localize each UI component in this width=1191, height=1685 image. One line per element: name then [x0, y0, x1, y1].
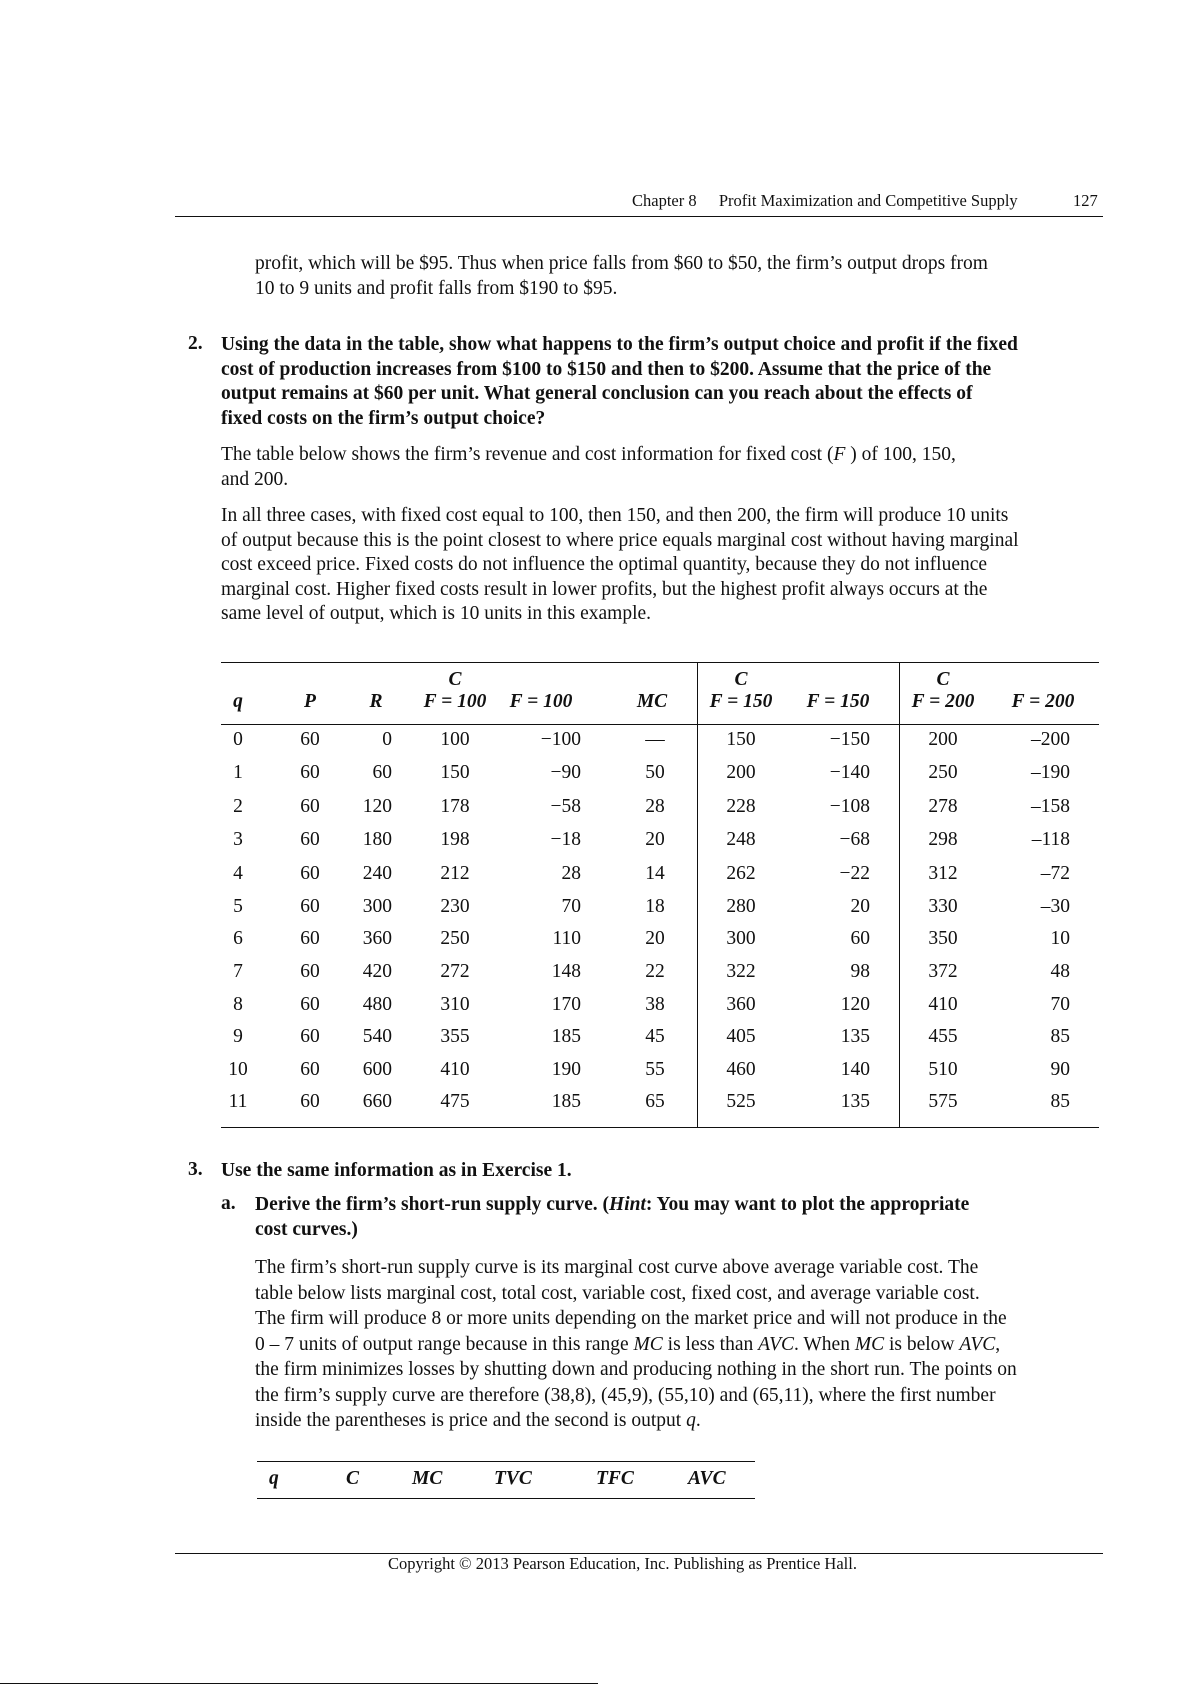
table1-cell: 575 [928, 1091, 958, 1112]
table1-cell: 60 [300, 762, 320, 783]
table2-header-rule [257, 1498, 755, 1499]
table1-cell: 60 [300, 896, 320, 917]
table1-cell: 120 [362, 796, 392, 817]
answer-line: marginal cost. Higher fixed costs result in lower profits, but the highest profit always occurs at the [221, 578, 988, 600]
answer-line [221, 443, 1121, 468]
table1-cell: 460 [726, 1059, 756, 1080]
table1-cell: 1 [233, 762, 243, 783]
table1-cell: 55 [645, 1059, 665, 1080]
table1-cell: 60 [300, 1059, 320, 1080]
variable-avc: AVC [758, 1333, 794, 1355]
table1-header-cell: P [304, 691, 316, 712]
table2-header-tvc: TVC [494, 1468, 532, 1489]
table1-cell: 410 [928, 994, 958, 1015]
answer-line: the firm’s supply curve are therefore (38,8), (45,9), (55,10) and (65,11), where the first number [255, 1384, 996, 1406]
table1-cell: 60 [300, 1026, 320, 1047]
table1-cell: –190 [1031, 762, 1070, 783]
running-header [632, 191, 1018, 211]
table1-cell: –158 [1031, 796, 1070, 817]
chapter-title: Profit Maximization and Competitive Supply [718, 191, 1018, 210]
table1-cell: 9 [233, 1026, 243, 1047]
table1-cell: 278 [928, 796, 958, 817]
table1-cell: −18 [550, 829, 581, 850]
page-edge-line [0, 1683, 598, 1684]
text-run: : You may want to plot the appropriate [645, 1194, 970, 1215]
table1-cell: 600 [362, 1059, 392, 1080]
answer-line: table below lists marginal cost, total cost, variable cost, fixed cost, and average variable cost. [255, 1282, 980, 1304]
answer-line [255, 1408, 1135, 1434]
question-line: Using the data in the table, show what happens to the firm’s output choice and profit if the fixed [221, 334, 1018, 355]
table1-cell: 48 [1050, 961, 1070, 982]
table1-cell: 90 [1050, 1059, 1070, 1080]
table1-cell: 330 [928, 896, 958, 917]
answer-line: and 200. [221, 468, 289, 490]
question-3-text: Use the same information as in Exercise 1. [221, 1160, 572, 1181]
page-number: 127 [1073, 191, 1098, 210]
table1-cell: 60 [300, 729, 320, 750]
table1-cell: 70 [1050, 994, 1070, 1015]
table1-cell: −22 [839, 863, 870, 884]
table1-cell: 10 [1050, 928, 1070, 949]
table1-cell: 312 [928, 863, 958, 884]
table2-header-q: q [269, 1468, 279, 1489]
table1-cell: 405 [726, 1026, 756, 1047]
answer-2-intro [221, 443, 1121, 492]
question-line: fixed costs on the firm’s output choice? [221, 407, 546, 429]
table1-cell: 60 [850, 928, 870, 949]
table1-cell: 60 [300, 1091, 320, 1112]
table1-header-cell: F = 200 [1011, 691, 1075, 712]
table1-cell: 262 [726, 863, 756, 884]
table1-cell: 185 [551, 1091, 581, 1112]
text-run: is less than [662, 1333, 759, 1355]
table1-cell: 5 [233, 896, 243, 917]
table1-cell: 100 [440, 729, 470, 750]
table1-cell: 38 [645, 994, 665, 1015]
table1-cell: 540 [362, 1026, 392, 1047]
table1-cell: 14 [645, 863, 665, 884]
table1-cell: 198 [440, 829, 470, 850]
table1-cell: 70 [561, 896, 581, 917]
answer-line [255, 1332, 1135, 1358]
text-run: The table below shows the firm’s revenue and cost information for fixed cost ( [221, 444, 834, 465]
table1-header-cell: F = 150 [709, 691, 773, 712]
table1-cell: 65 [645, 1091, 665, 1112]
table1-cell: −108 [829, 796, 870, 817]
table1-header-cell: q [233, 691, 243, 712]
text-run: . [695, 1410, 701, 1431]
text-run: inside the parentheses is price and the second is output [255, 1410, 687, 1431]
table1-header-cell: F = 200 [911, 691, 975, 712]
question-line: output remains at $60 per unit. What general conclusion can you reach about the effects of [221, 383, 973, 404]
table1-cell: 322 [726, 961, 756, 982]
table1-cell: 28 [645, 796, 665, 817]
table1-cell: 85 [1050, 1091, 1070, 1112]
table1-cell: 60 [300, 928, 320, 949]
table1-cell: 280 [726, 896, 756, 917]
table1-cell: 248 [726, 829, 756, 850]
table1-cell: 150 [726, 729, 756, 750]
table1-top-rule [221, 662, 1099, 663]
table1-cell: 190 [551, 1059, 581, 1080]
chapter-label: Chapter 8 [632, 191, 697, 210]
table1-cell: 60 [300, 796, 320, 817]
table1-cell: 8 [233, 994, 243, 1015]
table1-cell: 178 [440, 796, 470, 817]
table1-cell: 50 [645, 762, 665, 783]
table1-cell: 120 [840, 994, 870, 1015]
table1-cell: 150 [440, 762, 470, 783]
table2-top-rule [257, 1461, 755, 1462]
answer-line: cost exceed price. Fixed costs do not influence the optimal quantity, because they do not influence [221, 554, 988, 575]
variable-q: q [686, 1410, 696, 1431]
table1-cell: 135 [840, 1026, 870, 1047]
table1-cell: 250 [440, 928, 470, 949]
table1-cell: 6 [233, 928, 243, 949]
table1-cell: 200 [928, 729, 958, 750]
table1-cell: 360 [726, 994, 756, 1015]
table1-cell: 3 [233, 829, 243, 850]
table1-cell: 372 [928, 961, 958, 982]
table1-cell: –72 [1040, 863, 1070, 884]
question-3-number: 3. [188, 1159, 203, 1180]
text-run: 0 – 7 units of output range because in this range [255, 1333, 634, 1355]
intro-line: 10 to 9 units and profit falls from $190 to $95. [255, 277, 618, 299]
question-line: cost of production increases from $100 to $150 and then to $200. Assume that the price of the [221, 358, 992, 380]
table1-cell: — [645, 729, 665, 750]
table1-cell: 60 [300, 829, 320, 850]
part-a-answer [255, 1255, 1135, 1434]
table1-header-cell: F = 100 [423, 691, 487, 712]
table1-cell: 7 [233, 961, 243, 982]
table1-cell: 475 [440, 1091, 470, 1112]
question-line [255, 1193, 1115, 1218]
table1-header-cell: F = 150 [806, 691, 870, 712]
table1-cell: 240 [362, 863, 392, 884]
table2-header-tfc: TFC [596, 1468, 634, 1489]
table1-bottom-rule [221, 1127, 1099, 1128]
answer-line: The firm will produce 8 or more units depending on the market price and will not produce in the [255, 1308, 1007, 1329]
table1-header-top-cell: C [448, 669, 462, 690]
table1-cell: 20 [645, 928, 665, 949]
answer-line: In all three cases, with fixed cost equal to 100, then 150, and then 200, the firm will produce 10 units [221, 505, 1009, 526]
table1-cell: 60 [300, 863, 320, 884]
table1-cell: 98 [850, 961, 870, 982]
text-run: ) of 100, 150, [845, 444, 956, 465]
table1-cell: 480 [362, 994, 392, 1015]
table1-cell: 22 [645, 961, 665, 982]
table1-header-cell: MC [636, 691, 668, 712]
variable-f: F [833, 444, 846, 465]
table1-cell: 11 [228, 1091, 248, 1112]
table1-cell: 200 [726, 762, 756, 783]
table1-cell: 60 [300, 961, 320, 982]
table1-cell: −90 [550, 762, 581, 783]
table1-cell: 110 [552, 928, 581, 949]
text-run: , [995, 1333, 1001, 1355]
table1-cell: −140 [829, 762, 870, 783]
variable-mc: MC [854, 1333, 885, 1355]
table1-cell: 20 [645, 829, 665, 850]
table1-cell: −68 [839, 829, 870, 850]
table1-cell: 310 [440, 994, 470, 1015]
table1-cell: −150 [829, 729, 870, 750]
table1-cell: 60 [372, 762, 392, 783]
table1-header-top-cell: C [734, 669, 748, 690]
copyright-notice: Copyright © 2013 Pearson Education, Inc. Publishing as Prentice Hall. [388, 1554, 857, 1573]
table1-cell: 18 [645, 896, 665, 917]
table1-cell: 360 [362, 928, 392, 949]
answer-line: the firm minimizes losses by shutting down and producing nothing in the short run. The points on [255, 1359, 1017, 1380]
table1-cell: 660 [362, 1091, 392, 1112]
table1-header-top-cell: C [936, 669, 950, 690]
table1-cell: 230 [440, 896, 470, 917]
intro-paragraph [255, 252, 1115, 301]
table1-cell: 60 [300, 994, 320, 1015]
table2-header-avc: AVC [688, 1468, 726, 1489]
answer-line: of output because this is the point closest to where price equals marginal cost without having marginal [221, 529, 1019, 551]
table1-cell: 272 [440, 961, 470, 982]
table1-cell: 300 [362, 896, 392, 917]
answer-line: The firm’s short-run supply curve is its marginal cost curve above average variable cost. The [255, 1257, 979, 1278]
table1-cell: 420 [362, 961, 392, 982]
table1-cell: 20 [850, 896, 870, 917]
table1-header-cell: R [369, 691, 383, 712]
table1-cell: 0 [382, 729, 392, 750]
table1-cell: 4 [233, 863, 243, 884]
table1-cell: 228 [726, 796, 756, 817]
table1-cell: 525 [726, 1091, 756, 1112]
table1-cell: 28 [561, 863, 581, 884]
table1-cell: 298 [928, 829, 958, 850]
table1-cell: 170 [551, 994, 581, 1015]
table1-cell: 10 [228, 1059, 248, 1080]
table1-cell: –118 [1031, 829, 1070, 850]
table1-cell: 410 [440, 1059, 470, 1080]
table1-cell: 350 [928, 928, 958, 949]
table1-cell: 355 [440, 1026, 470, 1047]
variable-mc: MC [633, 1333, 663, 1355]
table1-header-cell: F = 100 [509, 691, 573, 712]
table1-cell: 180 [362, 829, 392, 850]
table1-cell: –30 [1040, 896, 1070, 917]
variable-avc: AVC [959, 1333, 996, 1355]
table2-header-c: C [346, 1468, 360, 1489]
intro-line: profit, which will be $95. Thus when price falls from $60 to $50, the firm’s output drops from [255, 253, 988, 274]
part-a-question [255, 1193, 1115, 1242]
table1-cell: 140 [840, 1059, 870, 1080]
answer-2-explanation [221, 504, 1121, 627]
question-line: cost curves.) [255, 1218, 358, 1240]
table1-cell: 148 [551, 961, 581, 982]
text-run: . When [794, 1333, 855, 1355]
table1-cell: −100 [540, 729, 581, 750]
table1-cell: 45 [645, 1026, 665, 1047]
table1-cell: 2 [233, 796, 243, 817]
question-2-number: 2. [188, 333, 203, 354]
text-run: Derive the firm’s short-run supply curve. ( [255, 1194, 610, 1215]
table1-cell: 250 [928, 762, 958, 783]
table2-header-mc: MC [412, 1468, 443, 1489]
table1-cell: −58 [550, 796, 581, 817]
table1-cell: 135 [840, 1091, 870, 1112]
table1-cell: 300 [726, 928, 756, 949]
table1-cell: 510 [928, 1059, 958, 1080]
part-a-letter: a. [221, 1193, 236, 1214]
table1-cell: 185 [551, 1026, 581, 1047]
table1-cell: 455 [928, 1026, 958, 1047]
question-2-text [221, 333, 1121, 431]
table1-cell: –200 [1031, 729, 1070, 750]
answer-line: same level of output, which is 10 units in this example. [221, 603, 652, 624]
header-rule [175, 216, 1103, 217]
hint-label: Hint [609, 1194, 646, 1215]
text-run: is below [884, 1333, 960, 1355]
table1-cell: 85 [1050, 1026, 1070, 1047]
table1-cell: 212 [440, 863, 470, 884]
table1-header-rule [221, 724, 1099, 725]
table1-cell: 0 [233, 729, 243, 750]
